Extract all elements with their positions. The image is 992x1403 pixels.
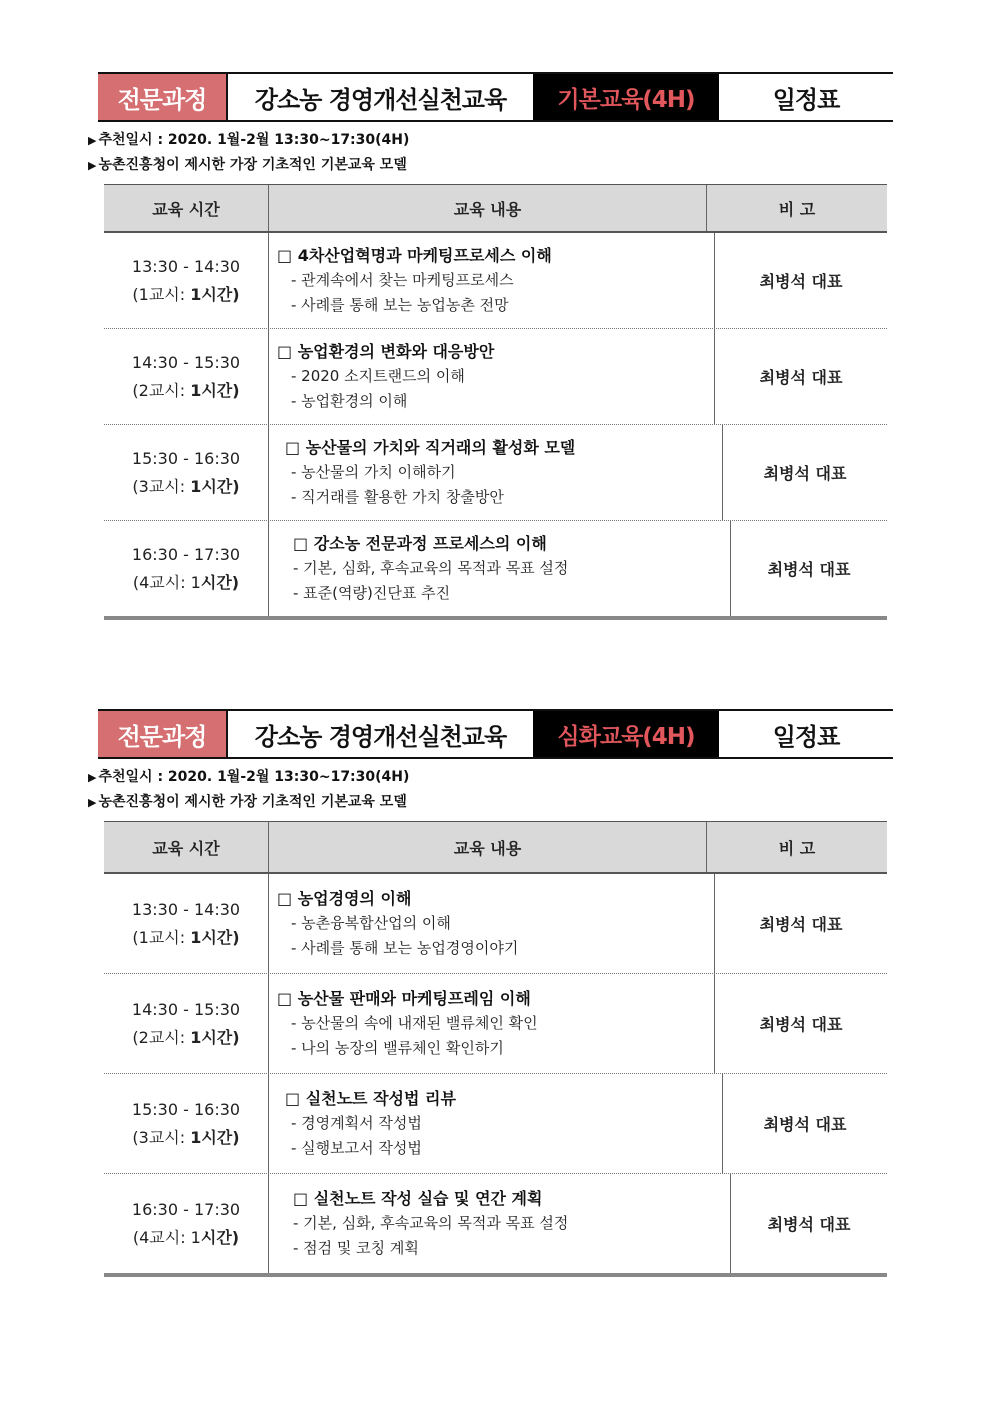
course-title: 강소농 경영개선실천교육	[226, 711, 533, 757]
time-cell: 16:30 - 17:30 (4교시: 1시간)	[131, 1199, 241, 1247]
instructor-cell: 최병석 대표	[759, 1015, 843, 1034]
arrow-right-icon: ▶	[88, 771, 97, 784]
content-cell: □ 농산물의 가치와 직거래의 활성화 모델 - 농산물의 가치 이해하기 - 직거래를 활용한 가치 창출방안	[268, 425, 723, 520]
content-cell: □ 실천노트 작성 실습 및 연간 계획 - 기본, 심화, 후속교육의 목적과 목표 설정 - 점검 및 코칭 계획	[268, 1174, 731, 1273]
info-line-date: ▶ 추천일시 : 2020. 1월-2월 13:30~17:30(4H)	[88, 769, 410, 785]
arrow-right-icon: ▶	[88, 159, 97, 172]
instructor-cell: 최병석 대표	[763, 464, 847, 483]
content-cell: □ 강소농 전문과정 프로세스의 이해 - 기본, 심화, 후속교육의 목적과 목표 설정 - 표준(역량)진단표 추진	[268, 521, 731, 616]
table-row	[104, 329, 887, 425]
time-cell: 14:30 - 15:30 (2교시: 1시간)	[131, 352, 241, 400]
info-line-model: ▶ 농촌진흥청이 제시한 가장 기초적인 기본교육 모델	[88, 157, 407, 173]
table-header	[104, 184, 887, 233]
info-line-date: ▶ 추천일시 : 2020. 1월-2월 13:30~17:30(4H)	[88, 132, 410, 148]
content-cell: □ 농업경영의 이해 - 농촌융복합산업의 이해 - 사례를 통해 보는 농업경영이야기	[268, 874, 715, 973]
course-level: 기본교육(4H)	[533, 74, 719, 120]
header-time: 교육 시간	[152, 199, 220, 219]
table-header	[104, 821, 887, 874]
instructor-cell: 최병석 대표	[767, 560, 851, 579]
schedule-table	[104, 184, 887, 620]
header-content: 교육 내용	[268, 822, 707, 872]
header-note: 비 고	[778, 838, 816, 858]
table-row	[104, 974, 887, 1074]
header-note: 비 고	[778, 199, 816, 219]
title-bar	[98, 72, 893, 122]
table-row	[104, 425, 887, 521]
arrow-right-icon: ▶	[88, 796, 97, 809]
content-cell: □ 실천노트 작성법 리뷰 - 경영계획서 작성법 - 실행보고서 작성법	[268, 1074, 723, 1173]
table-row	[104, 521, 887, 620]
time-cell: 15:30 - 16:30 (3교시: 1시간)	[131, 448, 241, 496]
arrow-right-icon: ▶	[88, 134, 97, 147]
schedule-section-advanced	[88, 709, 893, 1277]
table-row	[104, 233, 887, 329]
content-cell: □ 농업환경의 변화와 대응방안 - 2020 소지트랜드의 이해 - 농업환경의 이해	[268, 329, 715, 424]
content-cell: □ 농산물 판매와 마케팅프레임 이해 - 농산물의 속에 내재된 밸류체인 확인 - 나의 농장의 밸류체인 확인하기	[268, 974, 715, 1073]
header-time: 교육 시간	[152, 838, 220, 858]
instructor-cell: 최병석 대표	[759, 368, 843, 387]
time-cell: 14:30 - 15:30 (2교시: 1시간)	[131, 999, 241, 1047]
doc-title: 일정표	[719, 711, 893, 757]
course-level: 심화교육(4H)	[533, 711, 719, 757]
instructor-cell: 최병석 대표	[767, 1215, 851, 1234]
time-cell: 15:30 - 16:30 (3교시: 1시간)	[131, 1099, 241, 1147]
doc-title: 일정표	[719, 74, 893, 120]
table-row	[104, 874, 887, 974]
instructor-cell: 최병석 대표	[763, 1115, 847, 1134]
content-cell: □ 4차산업혁명과 마케팅프로세스 이해 - 관계속에서 찾는 마케팅프로세스 - 사례를 통해 보는 농업농촌 전망	[268, 233, 715, 328]
schedule-table	[104, 821, 887, 1277]
time-cell: 13:30 - 14:30 (1교시: 1시간)	[131, 899, 241, 947]
header-content: 교육 내용	[268, 185, 707, 231]
info-line-model: ▶ 농촌진흥청이 제시한 가장 기초적인 기본교육 모델	[88, 794, 407, 810]
time-cell: 16:30 - 17:30 (4교시: 1시간)	[131, 544, 241, 592]
title-bar	[98, 709, 893, 759]
course-tag: 전문과정	[98, 711, 226, 757]
instructor-cell: 최병석 대표	[759, 915, 843, 934]
course-title: 강소농 경영개선실천교육	[226, 74, 533, 120]
course-tag: 전문과정	[98, 74, 226, 120]
table-row	[104, 1174, 887, 1277]
schedule-section-basic	[88, 72, 893, 620]
time-cell: 13:30 - 14:30 (1교시: 1시간)	[131, 256, 241, 304]
instructor-cell: 최병석 대표	[759, 272, 843, 291]
table-row	[104, 1074, 887, 1174]
